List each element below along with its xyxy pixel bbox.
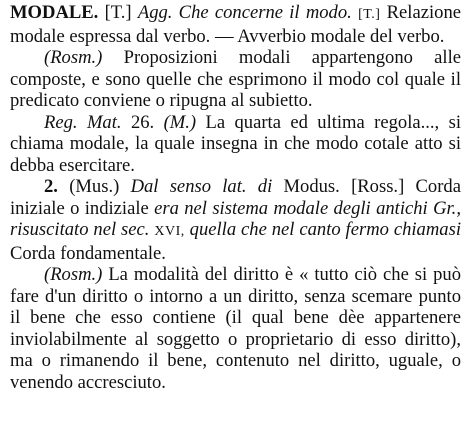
- source-number: 26.: [130, 111, 155, 133]
- source-citation: Reg. Mat.: [44, 111, 122, 133]
- definition-text: Relazione modale espressa dal verbo. — Avverbio modale del verbo.: [10, 2, 461, 47]
- definition-italic: Agg. Che concerne il modo.: [137, 2, 352, 23]
- source-citation: (Rosm.): [44, 264, 103, 285]
- source-abbreviation: (M.): [163, 111, 197, 133]
- entry-paragraph-5: [10, 264, 461, 393]
- quotation-text: Proposizioni modali appartengono alle composte, e sono quelle che esprimono il modo col quale il predicato conviene o ripugna al subietto.: [10, 47, 462, 111]
- term-2: Corda fondamentale.: [10, 242, 166, 264]
- entry-paragraph-1: [10, 2, 461, 47]
- register-tag: [T.]: [104, 2, 132, 23]
- etymology-italic: Dal senso lat. di: [130, 176, 273, 197]
- etymology-word: Modus.: [283, 176, 340, 197]
- entry-paragraph-4: [10, 176, 461, 264]
- entry-paragraph-2: [10, 47, 461, 112]
- register-tag-2: [T.]: [358, 7, 381, 22]
- entry-paragraph-3: [10, 112, 461, 177]
- definition-italic: era nel sistema modale degli antichi Gr., risuscitato nel sec.: [10, 197, 461, 240]
- headword: MODALE.: [10, 2, 99, 23]
- definition-italic-2: quella che nel canto fermo chiamasi: [189, 219, 461, 240]
- source-citation: (Rosm.): [44, 47, 103, 68]
- term: Corda iniziale o indiziale: [10, 176, 461, 219]
- field-label: (Mus.): [69, 176, 120, 197]
- century-numeral: XVI,: [154, 224, 185, 239]
- sense-number: 2.: [44, 176, 58, 197]
- source-citation: [Ross.]: [351, 176, 405, 197]
- quotation-text: La quarta ed ultima regola..., si chiama modale, la quale insegna in che modo cotale atto si debba esercitare.: [10, 111, 461, 176]
- quotation-text: La modalità del diritto è « tutto ciò che si può fare d'un diritto o intorno a un diritto, senza scemare punto il bene che esso contiene (il qual bene dèe appartenere inviolabilmente al soggetto o proprietario di esso diritto), ma o rimanendo il bene, contenuto nel diritto, uguale, o venendo accresciuto.: [10, 264, 461, 393]
